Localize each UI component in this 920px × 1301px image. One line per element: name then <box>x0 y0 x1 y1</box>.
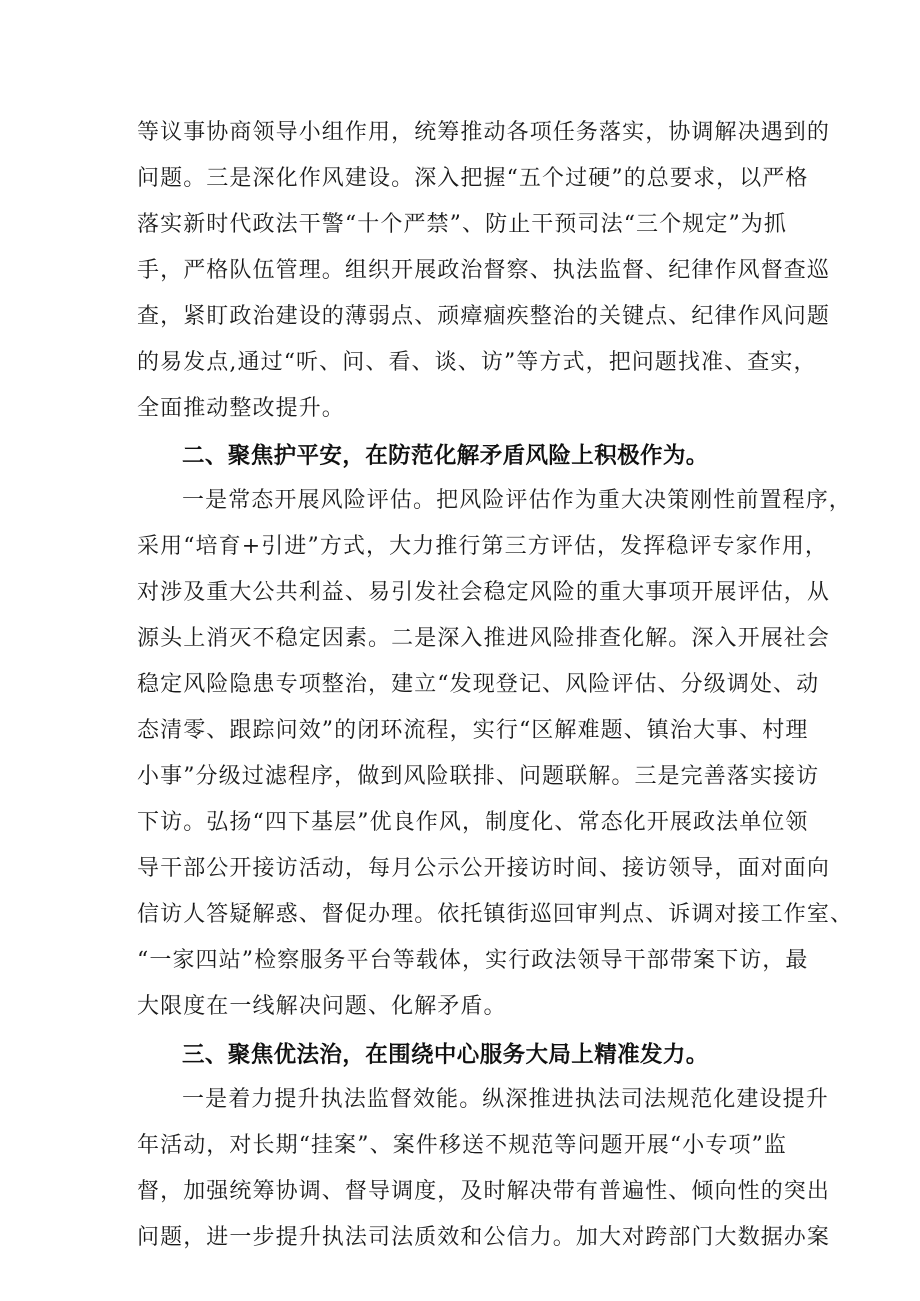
paragraph-line: 大限度在一线解决问题、化解矛盾。 <box>137 994 507 1019</box>
paragraph-line: 下访。弘扬“四下基层”优良作风，制度化、常态化开展政法单位领 <box>137 810 809 835</box>
paragraph-line: 的易发点,通过“听、问、看、谈、访”等方式，把问题找准、查实， <box>137 350 817 375</box>
paragraph-line: 稳定风险隐患专项整治，建立“发现登记、风险评估、分级调处、动 <box>137 672 820 697</box>
paragraph-line: 年活动，对长期“挂案”、案件移送不规范等问题开展“小专项”监 <box>137 1133 787 1158</box>
paragraph-line: 态清零、跟踪问效”的闭环流程，实行“区解难题、镇治大事、村理 <box>137 718 809 743</box>
paragraph-line: 信访人答疑解惑、督促办理。依托镇街巡回审判点、诉调对接工作室、 <box>137 902 854 927</box>
paragraph-line: 落实新时代政法干警“十个严禁”、防止干预司法“三个规定”为抓 <box>137 212 787 237</box>
paragraph-line: 导干部公开接访活动，每月公示公开接访时间、接访领导，面对面向 <box>137 856 831 881</box>
paragraph-line: 等议事协商领导小组作用，统筹推动各项任务落实，协调解决遇到的 <box>137 120 831 145</box>
paragraph-line: 问题。三是深化作风建设。深入把握“五个过硬”的总要求，以严格 <box>137 166 809 191</box>
paragraph-line: “一家四站”检察服务平台等载体，实行政法领导干部带案下访，最 <box>137 948 809 973</box>
paragraph-line: 督，加强统筹协调、督导调度，及时解决带有普遍性、倾向性的突出 <box>137 1179 831 1204</box>
section-heading: 三、聚焦优法治，在围绕中心服务大局上精准发力。 <box>182 1042 709 1068</box>
paragraph-line: 一是常态开展风险评估。把风险评估作为重大决策刚性前置程序， <box>182 488 852 513</box>
section-heading: 二、聚焦护平安，在防范化解矛盾风险上积极作为。 <box>182 443 709 469</box>
paragraph-line: 查，紧盯政治建设的薄弱点、顽瘴痼疾整治的关键点、纪律作风问题 <box>137 304 831 329</box>
paragraph-line: 手，严格队伍管理。组织开展政治督察、执法监督、纪律作风督查巡 <box>137 258 831 283</box>
paragraph-line: 一是着力提升执法监督效能。纵深推进执法司法规范化建设提升 <box>182 1087 829 1112</box>
paragraph-line: 源头上消灭不稳定因素。二是深入推进风险排查化解。深入开展社会 <box>137 626 831 651</box>
paragraph-line: 采用“培育+引进”方式，大力推行第三方评估，发挥稳评专家作用， <box>137 534 829 559</box>
paragraph-line: 问题，进一步提升执法司法质效和公信力。加大对跨部门大数据办案 <box>137 1225 831 1250</box>
paragraph-line: 对涉及重大公共利益、易引发社会稳定风险的重大事项开展评估，从 <box>137 580 831 605</box>
paragraph-line: 全面推动整改提升。 <box>137 396 345 421</box>
paragraph-line: 小事”分级过滤程序，做到风险联排、问题联解。三是完善落实接访 <box>137 764 820 789</box>
